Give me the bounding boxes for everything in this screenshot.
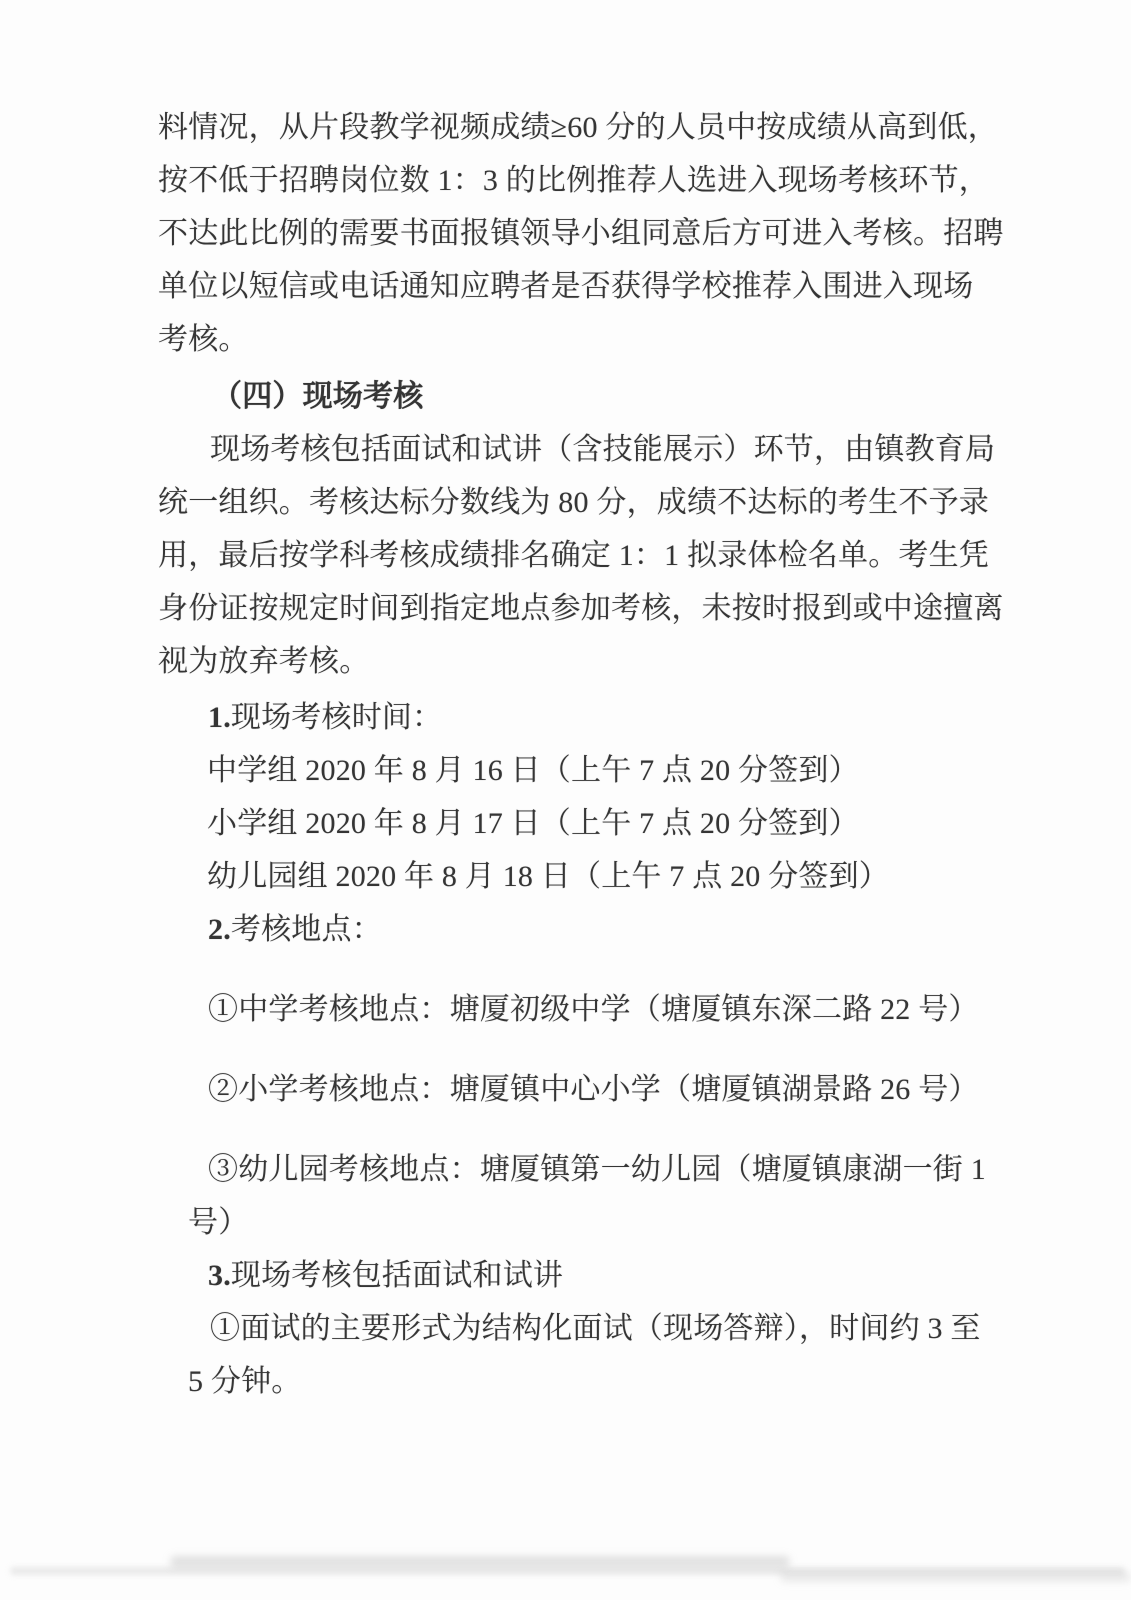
text-line: [158, 101, 1008, 154]
text-run: 现场考核时间：: [230, 701, 443, 734]
text-run: ③幼儿园考核地点：塘厦镇第一幼儿园（塘厦镇康湖一街 1: [208, 1153, 986, 1186]
text-line: [158, 635, 1008, 688]
text-run: 现场考核包括面试和试讲: [230, 1259, 564, 1292]
text-run: ①面试的主要形式为结构化面试（现场答辩），时间约 3 至: [210, 1312, 981, 1345]
text-run: ①中学考核地点：塘厦初级中学（塘厦镇东深二路 22 号）: [208, 993, 979, 1026]
text-line: [210, 423, 1008, 476]
text-line: [208, 1063, 1008, 1116]
text-line: [158, 154, 1008, 207]
text-line: [158, 476, 1008, 529]
text-line: [188, 1196, 1008, 1249]
text-run: （四）现场考核: [212, 380, 424, 413]
text-line: [208, 1143, 1008, 1196]
text-line: [158, 313, 1008, 366]
text-line: [208, 903, 1008, 956]
text-run: 用，最后按学科考核成绩排名确定 1：1 拟录体检名单。考生凭: [158, 539, 989, 572]
scan-artifact: [170, 1556, 790, 1567]
text-run: 号）: [188, 1206, 249, 1239]
text-line: [208, 691, 1008, 744]
list-number: 3.: [208, 1259, 231, 1292]
text-line: [207, 744, 1008, 797]
text-run: 考核。: [158, 323, 249, 356]
text-run: 料情况，从片段教学视频成绩≥60 分的人员中按成绩从高到低，: [158, 111, 998, 144]
list-number: 1.: [208, 701, 231, 734]
text-run: 现场考核包括面试和试讲（含技能展示）环节，由镇教育局: [210, 433, 996, 466]
text-run: ②小学考核地点：塘厦镇中心小学（塘厦镇湖景路 26 号）: [208, 1073, 979, 1106]
text-line: [158, 207, 1008, 260]
text-run: 单位以短信或电话通知应聘者是否获得学校推荐入围进入现场: [158, 270, 974, 303]
text-line: [188, 1355, 1008, 1408]
text-run: 不达此比例的需要书面报镇领导小组同意后方可进入考核。招聘: [158, 217, 1004, 250]
page-body: [158, 101, 1008, 1408]
scan-artifact: [780, 1572, 1131, 1582]
text-run: 中学组 2020 年 8 月 16 日（上午 7 点 20 分签到）: [207, 754, 859, 787]
text-run: 身份证按规定时间到指定地点参加考核，未按时报到或中途擅离: [158, 592, 1004, 625]
text-run: 统一组织。考核达标分数线为 80 分，成绩不达标的考生不予录: [158, 486, 989, 519]
text-run: 视为放弃考核。: [158, 645, 370, 678]
text-run: 按不低于招聘岗位数 1：3 的比例推荐人选进入现场考核环节，: [158, 164, 989, 197]
text-line: [158, 260, 1008, 313]
text-line: [207, 850, 1008, 903]
text-line: [158, 582, 1008, 635]
text-line: [158, 529, 1008, 582]
text-line: [207, 797, 1008, 850]
text-run: 幼儿园组 2020 年 8 月 18 日（上午 7 点 20 分签到）: [207, 860, 889, 893]
text-line: [210, 1302, 1008, 1355]
text-line: [208, 1249, 1008, 1302]
text-line: [208, 983, 1008, 1036]
text-run: 考核地点：: [230, 913, 382, 946]
text-run: 小学组 2020 年 8 月 17 日（上午 7 点 20 分签到）: [207, 807, 859, 840]
list-number: 2.: [208, 913, 231, 946]
text-run: 5 分钟。: [188, 1365, 302, 1398]
text-line: [212, 370, 1008, 423]
